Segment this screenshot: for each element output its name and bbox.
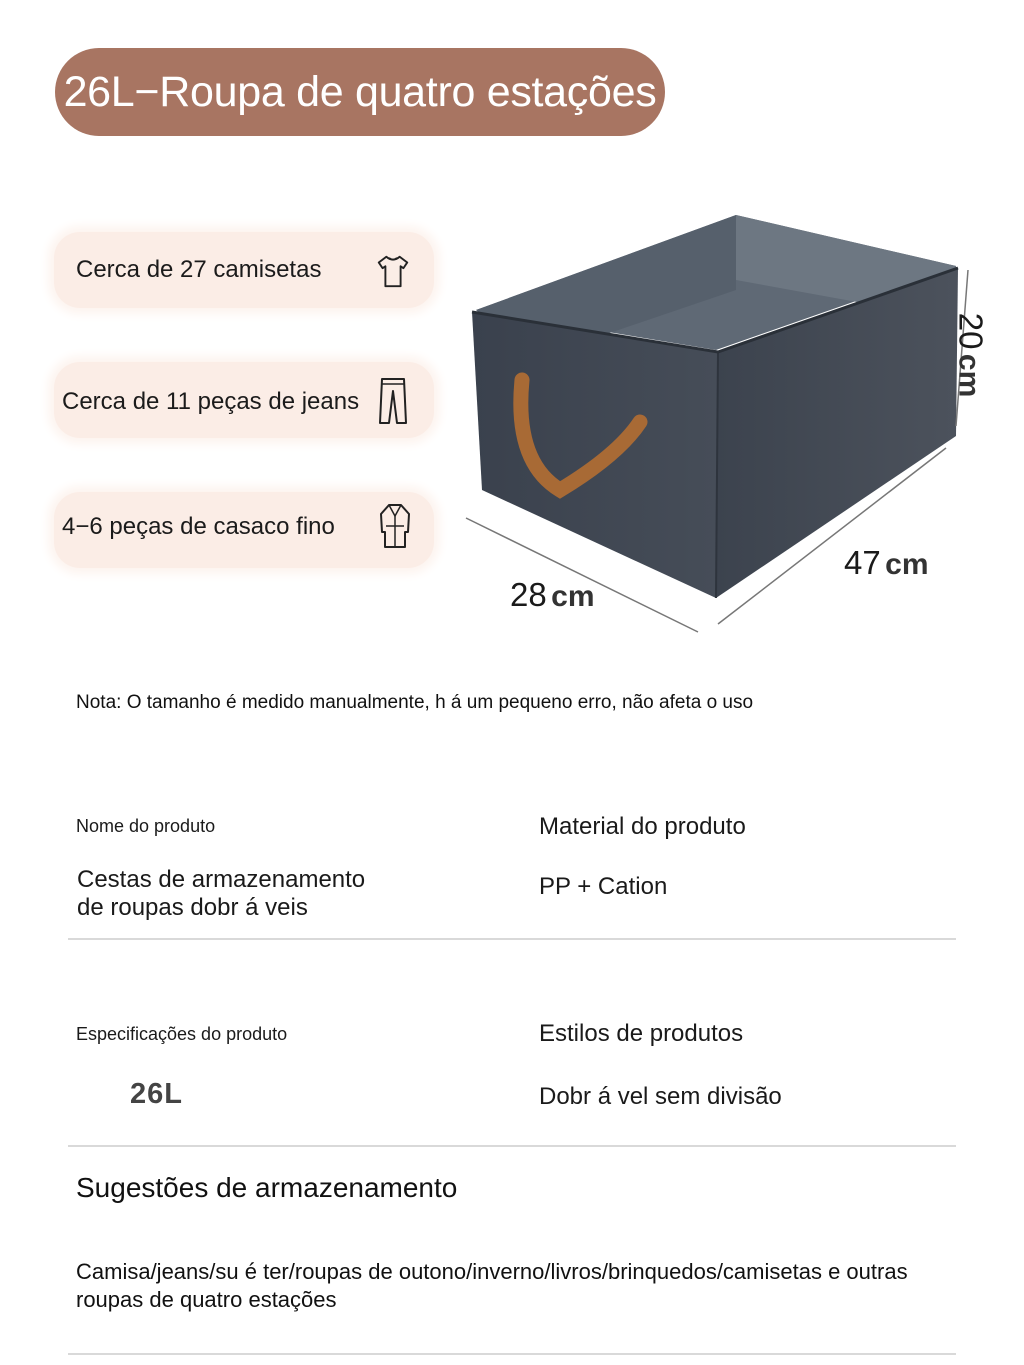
dimension-width-unit: cm — [551, 580, 595, 613]
capacity-label-jeans: Cerca de 11 peças de jeans — [62, 388, 360, 415]
dimension-width-value: 28 — [510, 576, 547, 613]
storage-box-image — [440, 200, 1020, 640]
material-value: PP + Cation — [539, 873, 668, 900]
dimension-length-unit: cm — [885, 548, 929, 581]
product-name-line2: de roupas dobr á veis — [77, 894, 308, 921]
dimension-length-value: 47 — [844, 544, 881, 581]
suggestions-text: Camisa/jeans/su é ter/roupas de outono/inverno/livros/brinquedos/camisetas e outras roupas de quatro estações — [76, 1259, 908, 1312]
dimension-length — [844, 544, 929, 582]
capacity-label-tshirts: Cerca de 27 camisetas — [76, 256, 322, 283]
suggestions-title: Sugestões de armazenamento — [76, 1172, 458, 1203]
jeans-icon — [376, 376, 410, 426]
capacity-label-coats: 4−6 peças de casaco fino — [62, 513, 335, 540]
spec-value: 26L — [130, 1078, 183, 1110]
spec-label: Especificações do produto — [76, 1024, 288, 1044]
divider — [68, 1145, 956, 1147]
coat-icon — [378, 502, 412, 550]
divider — [68, 1353, 956, 1355]
page-title: 26L−Roupa de quatro estações — [55, 48, 665, 136]
dimension-height-value: 20 — [952, 312, 990, 350]
material-label: Material do produto — [539, 813, 746, 840]
product-name-label: Nome do produto — [76, 816, 216, 836]
size-note: Nota: O tamanho é medido manualmente, h á um pequeno erro, não afeta o uso — [76, 692, 754, 713]
dimension-height-unit: cm — [952, 353, 986, 398]
dimension-width — [510, 576, 595, 614]
divider — [68, 938, 956, 940]
style-label: Estilos de produtos — [539, 1020, 744, 1047]
style-value: Dobr á vel sem divisão — [539, 1083, 782, 1110]
product-name-line1: Cestas de armazenamento — [77, 866, 366, 893]
tshirt-icon — [374, 252, 412, 290]
dimension-height — [951, 313, 989, 398]
product-name-value — [77, 866, 365, 922]
